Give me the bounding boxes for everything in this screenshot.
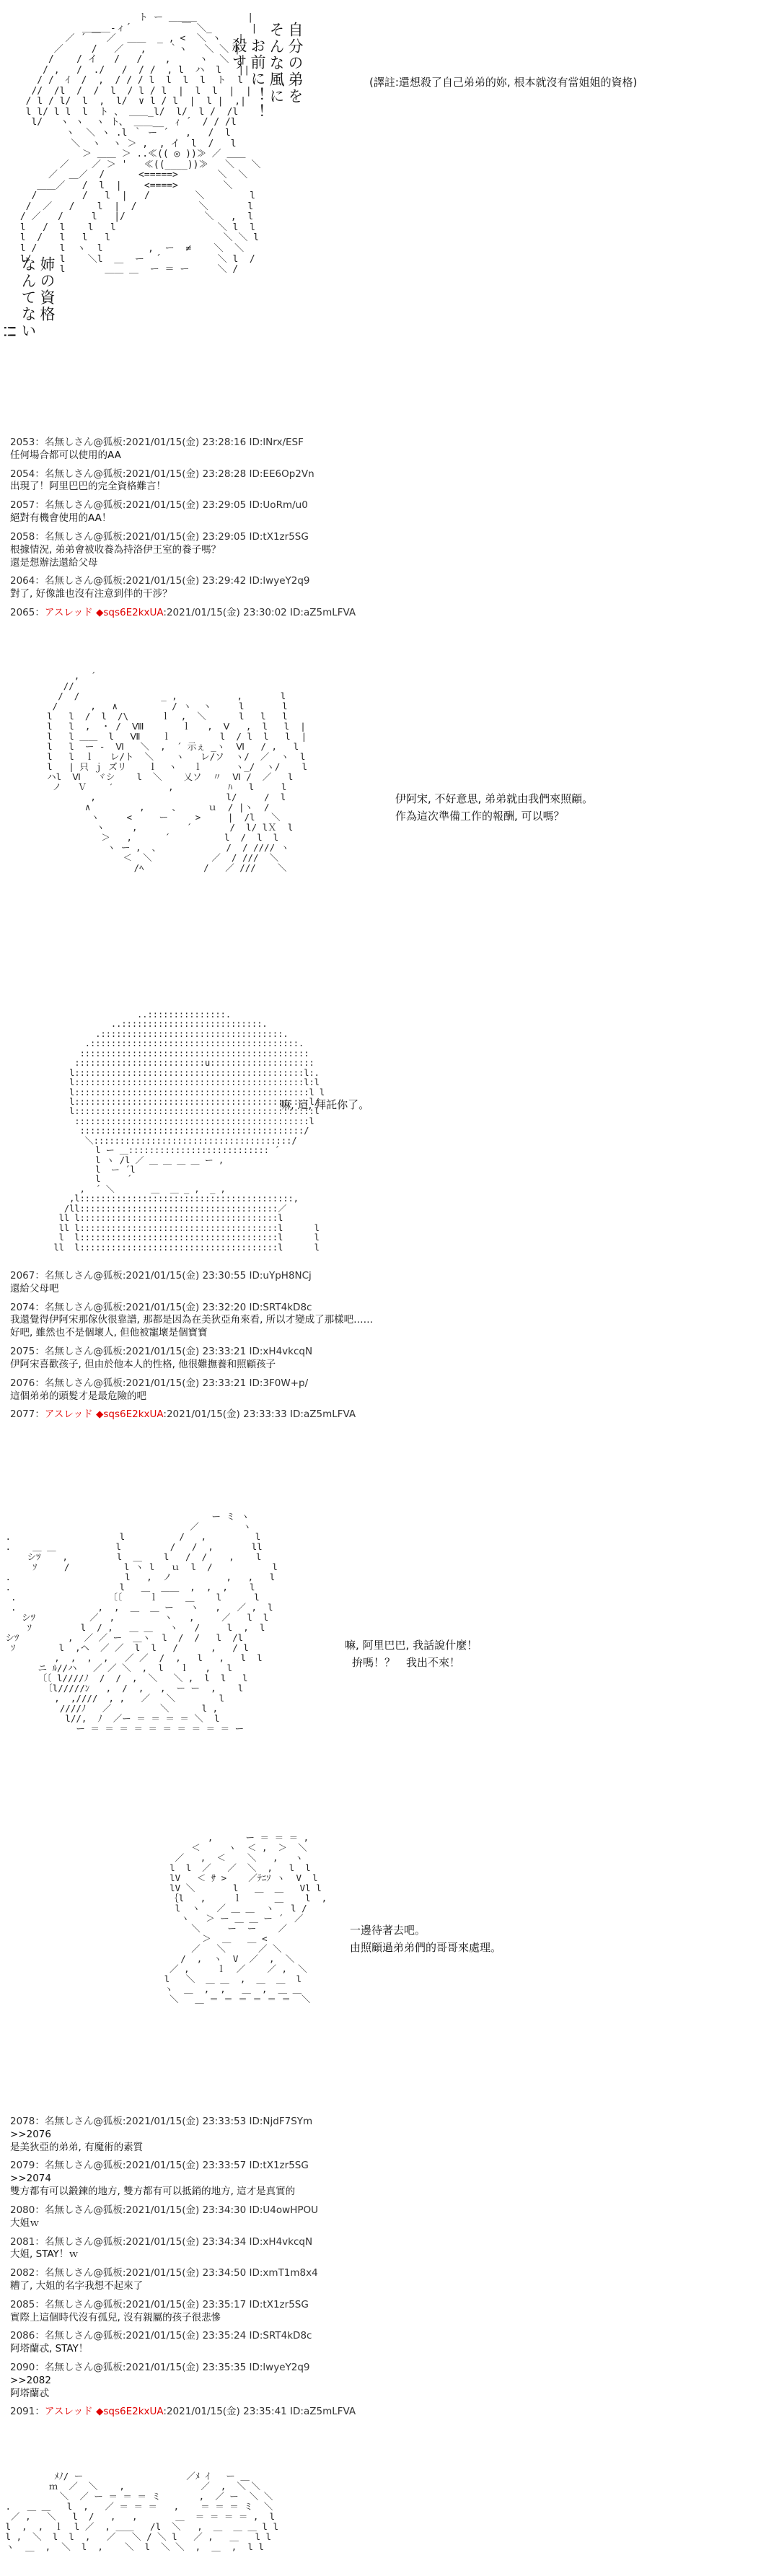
post-body: >>2074 雙方都有可以鍛鍊的地方, 雙方都有可以抵銷的地方, 這才是真實的 — [10, 2173, 296, 2198]
post-number[interactable]: 2064 — [10, 575, 35, 587]
art1-side-line-1: 姉の資格 — [38, 256, 56, 323]
post-header: 2075：名無しさん@狐板:2021/01/15(金) 23:33:21 ID:xH4vkcqN — [10, 1346, 313, 1358]
post-number[interactable]: 2090 — [10, 2362, 35, 2373]
art1-vertical-line-2: そんな風に — [268, 22, 285, 105]
post-number[interactable]: 2057 — [10, 499, 35, 512]
post-2054 — [10, 468, 760, 494]
post-time: 23:33:53 — [202, 2116, 247, 2127]
ascii-art-2065-figures: , ´ // / / _ , , l / , ∧ / ヽ ヽ l l l l / l /\ ｌ , ＼ l l l l l , ・ / Ⅷ ｌ , Ⅴ , l l | l l ＿＿ l Ⅶ ｌ l / l l l | l l ー ‐ Ⅵ ＼ , ´ 示ぇ _ヽ Ⅵ / , l l l ｌ レ/ト ＼ ヽ レ/ソ ヽ/ ／ ヽ l l | 只 ｊ ズリ ｌ ヽ ｌ ヽ_/ ヽ/ l ハl Ⅵ ヾシ l ＼ 乂ソ 〃 Ⅵ / ／ l ノ Ｖ ′ , ﾊ l l , l/ / l ∧ , 、 ｕ / |ヽ / ヽ < ー > | /l ＼ ヽ , ´ / l/ lＸ l ＞ , ´ l / l l ヽ ー , 、 / / //// ヽ ＜ ＼ ／ / /// ＼ /ﾍ / ／ /// ＼ — [47, 670, 308, 873]
poster-id: ID:lNrx/ESF — [249, 437, 304, 448]
ascii-art-top-figure: ト ー ＿＿＿ | ＿＿＿-ィ´ ￣ ＼_ | ／ ´ ￣ ／ ＿＿ _ , < ＼ ヽ | ／ / ／ , ｀ヽ ＼ ＼ | / / イ / / , ヽ ＼ | / , / ./ / / / , l ハ l || / / ｲ / , / / / l l l l ト l // /l / / l / l / l | l l | | / l / l/ l , l/ ∨ l / l | l | ,| l l/ l l l ト 、 ＿＿_l/ l/ l / /l l/ ヽ ヽ ヽ ト、 ＿＿__ ｨ ´ / / /l ヽ ＼ ヽ .l ｀ ー ´ , / l ＼ ヽ ヽ ＞ , , イ l / l ＞ ＿＿ ＞ ..≪(( ◎ ))≫ ／ ＿＿ ／ ／ ＞ ' ≪((____))≫ ＼ ＼ ／ ＿／ / <=====> ＼ ＼ ＿＿／ / l | <====> ＼ / / l | / ＼ l / ／ / l | / ＼ l / ／ / l |/ ＼ , l l / l l l ＼ l l l / l l l ＼ ＼ l l / l ヽ l , ー ≠ ＼ ＼ l/ l ＼l ＿ ー ´ ＼ l / l ＿＿ ＿ ー ＝ ー ＼ / — [19, 12, 261, 276]
poster-id: ID:3F0W+p/ — [249, 1377, 309, 1389]
post-time: 23:29:05 — [202, 530, 247, 543]
post-body: 糟了, 大姐的名字我想不起來了 — [10, 2279, 144, 2292]
post-body: >>2076 是美狄亞的弟弟, 有魔術的素質 — [10, 2128, 144, 2153]
poster-id: ID:SRT4kD8c — [249, 1301, 312, 1313]
poster-id: ID:NjdF7SYm — [249, 2116, 313, 2127]
post-date: 2021/01/15(金) — [126, 575, 200, 587]
speech-line: 由照顧過弟弟們的哥哥來處理。 — [350, 1941, 502, 1954]
post-time: 23:35:35 — [202, 2362, 247, 2373]
poster-id: ID:xmT1m8x4 — [249, 2267, 318, 2279]
ascii-art-bottom-scene: ﾒﾉ/ ー ／ﾒ ｲ ー ＿ ｍ ／ ＼ , ／ , ＼ ＼ ＼ ／ ー ＝ ＝ ＝ ミ , ／ ー ＼ ＼ . ＿ ＿ l , ／ ＝ ＝ ＝ , ＝ ＝ ＝ ミ ＼ ／ , ＼ l / , , ＿ ＝ ＝ ＝ ＝ , l l , , ｌ l ／ , ＿＿ /l ＼ , ＿ ＿ ＿ l l l , ＼ l l , ／ ＼ / ＼ l ／ , ＿ l l ヽ ＿ , ＼ l , ＼ l ＼ ＼ , ＿ , l l — [5, 2471, 278, 2552]
speech-2077-struggle — [345, 1637, 477, 1671]
speech-line: 伊阿宋, 不好意思, 弟弟就由我們來照顧。 — [395, 792, 594, 805]
post-date: 2021/01/15(金) — [126, 2204, 200, 2216]
poster-id: ID:EE6Op2Vn — [249, 468, 314, 480]
post-body: 實際上這個時代沒有孤兒, 沒有親屬的孩子很悲慘 — [10, 2311, 221, 2323]
post-number[interactable]: 2080 — [10, 2204, 35, 2216]
poster-id: ID:xH4vkcqN — [249, 1346, 313, 1358]
poster-name: 名無しさん@狐板 — [44, 1301, 123, 1313]
poster-name: 名無しさん@狐板 — [44, 468, 123, 480]
poster-id: ID:aZ5mLFVA — [290, 2406, 356, 2418]
post-2058 — [10, 531, 760, 569]
post-body: 阿塔蘭忒, STAY！ — [10, 2343, 89, 2355]
post-time: 23:35:41 — [243, 2406, 287, 2418]
post-header: 2080：名無しさん@狐板:2021/01/15(金) 23:34:30 ID:U4owHPOU — [10, 2204, 318, 2216]
translator-note: (譯註:還想殺了自己弟弟的妳, 根本就沒有當姐姐的資格) — [369, 76, 638, 89]
poster-id: ID:lwyeY2q9 — [249, 2362, 310, 2373]
poster-trip: ◆sqs6E2kxUA — [95, 606, 164, 618]
poster-id: ID:UoRm/u0 — [249, 499, 308, 512]
post-time: 23:35:24 — [202, 2330, 247, 2342]
post-number[interactable]: 2077 — [10, 1409, 35, 1421]
post-number[interactable]: 2053 — [10, 437, 35, 448]
post-time: 23:34:34 — [202, 2235, 247, 2248]
post-header: 2090：名無しさん@狐板:2021/01/15(金) 23:35:35 ID:lwyeY2q9 — [10, 2362, 310, 2373]
post-body: >>2082 阿塔蘭忒 — [10, 2374, 51, 2399]
post-2085 — [10, 2299, 760, 2325]
post-body: 我還覺得伊阿宋那傢伙很靠譜, 那都是因為在美狄亞角來看, 所以才變成了那樣吧…… 好吧, 雖然也不是個壞人, 但他被寵壞是個寶寶 — [10, 1314, 374, 1339]
post-number[interactable]: 2075 — [10, 1346, 35, 1358]
post-time: 23:34:50 — [202, 2267, 247, 2279]
poster-name: 名無しさん@狐板 — [44, 2298, 123, 2310]
post-time: 23:34:30 — [202, 2204, 247, 2216]
post-2076 — [10, 1377, 760, 1403]
post-header: 2085：名無しさん@狐板:2021/01/15(金) 23:35:17 ID:tX1zr5SG — [10, 2298, 309, 2310]
post-2067 — [10, 1270, 760, 1296]
post-date: 2021/01/15(金) — [126, 2235, 200, 2248]
art1-vertical-line-3: お前に！！ — [249, 38, 266, 121]
poster-id: ID:SRT4kD8c — [249, 2330, 312, 2342]
speech-line: 作為這次準備工作的報酬, 可以嗎？ — [395, 810, 565, 823]
post-date: 2021/01/15(金) — [126, 1346, 200, 1358]
post-2081 — [10, 2236, 760, 2262]
posts-block-b — [10, 1270, 760, 1427]
post-time: 23:32:20 — [202, 1301, 247, 1313]
post-date: 2021/01/15(金) — [166, 2406, 240, 2418]
post-2080 — [10, 2204, 760, 2230]
post-number[interactable]: 2054 — [10, 468, 35, 480]
post-2078 — [10, 2116, 760, 2154]
post-date: 2021/01/15(金) — [126, 2116, 200, 2127]
post-header: 2091：アスレッド ◆sqs6E2kxUA:2021/01/15(金) 23:35:41 ID:aZ5mLFVA — [10, 2406, 356, 2418]
art1-vertical-line-4: 殺す — [230, 38, 247, 71]
poster-name: アスレッド — [44, 1409, 93, 1421]
poster-trip: ◆sqs6E2kxUA — [95, 1409, 164, 1421]
post-2057 — [10, 499, 760, 525]
poster-name: 名無しさん@狐板 — [44, 575, 123, 587]
post-number[interactable]: 2085 — [10, 2298, 35, 2310]
post-time: 23:33:21 — [202, 1377, 247, 1389]
speech-line: 一邊待著去吧。 — [350, 1924, 426, 1937]
poster-id: ID:aZ5mLFVA — [290, 1409, 356, 1421]
post-header: 2065：アスレッド ◆sqs6E2kxUA:2021/01/15(金) 23:30:02 ID:aZ5mLFVA — [10, 606, 356, 618]
post-2064 — [10, 575, 760, 601]
post-header: 2082：名無しさん@狐板:2021/01/15(金) 23:34:50 ID:xmT1m8x4 — [10, 2267, 318, 2279]
art1-side-line-2: なんてない — [19, 256, 37, 339]
post-number[interactable]: 2079 — [10, 2160, 35, 2172]
poster-trip: ◆sqs6E2kxUA — [95, 2406, 164, 2418]
post-number[interactable]: 2067 — [10, 1270, 35, 1282]
poster-name: 名無しさん@狐板 — [44, 530, 123, 543]
post-header: 2054：名無しさん@狐板:2021/01/15(金) 23:28:28 ID:EE6Op2Vn — [10, 468, 314, 480]
poster-name: 名無しさん@狐板 — [44, 1270, 123, 1282]
poster-id: ID:aZ5mLFVA — [290, 606, 356, 618]
posts-block-c — [10, 2116, 760, 2424]
post-date: 2021/01/15(金) — [126, 1301, 200, 1313]
post-2075 — [10, 1346, 760, 1372]
post-number[interactable]: 2086 — [10, 2330, 35, 2342]
post-header: 2064：名無しさん@狐板:2021/01/15(金) 23:29:42 ID:lwyeY2q9 — [10, 575, 310, 587]
post-header: 2079：名無しさん@狐板:2021/01/15(金) 23:33:57 ID:tX1zr5SG — [10, 2160, 309, 2172]
post-date: 2021/01/15(金) — [126, 2362, 200, 2373]
post-date: 2021/01/15(金) — [126, 468, 200, 480]
post-body: 還給父母吧 — [10, 1282, 59, 1294]
poster-id: ID:tX1zr5SG — [249, 2160, 309, 2172]
poster-name: 名無しさん@狐板 — [44, 1346, 123, 1358]
post-number[interactable]: 2091 — [10, 2406, 35, 2418]
post-header: 2058：名無しさん@狐板:2021/01/15(金) 23:29:05 ID:tX1zr5SG — [10, 530, 309, 543]
post-header: 2053：名無しさん@狐板:2021/01/15(金) 23:28:16 ID:lNrx/ESF — [10, 437, 304, 448]
poster-name: 名無しさん@狐板 — [44, 1377, 123, 1389]
speech-2065-jason — [395, 790, 593, 825]
art1-vertical-line-1: 自分の弟を — [286, 22, 304, 105]
poster-name: 名無しさん@狐板 — [44, 2204, 123, 2216]
poster-name: 名無しさん@狐板 — [44, 437, 123, 448]
post-header: 2086：名無しさん@狐板:2021/01/15(金) 23:35:24 ID:SRT4kD8c — [10, 2330, 312, 2342]
poster-name: 名無しさん@狐板 — [44, 2267, 123, 2279]
post-body: 這個弟弟的頭髮才是最危險的吧 — [10, 1390, 146, 1402]
ascii-art-round-head: ..:::::::::::::::. ..:::::::::::::::::::::::::::. .:::::::::::::::::::::::::::::::::::. .::::::::::::::::::::::::::::::::::::::::. :::::::::::::::::::::::::::::::::::::::::::: :::::::::::::::::::::::::u:::::::::::::::::::: l::::::::::::::::::::::::::::::::::::::::::::l:. l::::::::::::::::::::::::::::::::::::::::::::l:l l:::::::::::::::::::::::::::::::::::::::::::::l l l:::::::::::::::::::::::::::::::::::::::::::::l/ l::::::::::::::::::::::::::::::::::::::::::::::l :::::::::::::::::::::::::::::::::::::::::::::l :::::::::::::::::::::::::::::::::::::::::::/ ＼::::::::::::::::::::::::::::::::::::::/ l ー ＿::::::::::::::::::::::::::: ´ l ヽ /l ／ ＿ ＿ ＿ ＿ ー , l ー ´l l ´ , ´ ＼ ＿ ＿ _ , _ , ,l:::::::::::::::::::::::::::::::::::::::::, /ll::::::::::::::::::::::::::::::::::::::／ ll l::::::::::::::::::::::::::::::::::::::l ll l::::::::::::::::::::::::::::::::::::::l l l l::::::::::::::::::::::::::::::::::::::l l ll l::::::::::::::::::::::::::::::::::::::l l — [53, 1009, 325, 1253]
post-2074 — [10, 1302, 760, 1340]
post-date: 2021/01/15(金) — [126, 1270, 200, 1282]
post-time: 23:35:17 — [202, 2298, 247, 2310]
post-number[interactable]: 2076 — [10, 1377, 35, 1389]
post-time: 23:33:21 — [202, 1346, 247, 1358]
speech-line: 嘛, 這, 拜託你了。 — [280, 1098, 370, 1111]
post-date: 2021/01/15(金) — [126, 2160, 200, 2172]
poster-id: ID:tX1zr5SG — [249, 530, 309, 543]
poster-id: ID:xH4vkcqN — [249, 2235, 313, 2248]
speech-line: 嘛, 阿里巴巴, 我話說什麼！ — [345, 1639, 478, 1652]
post-body: 大姐, STAY！ｗ — [10, 2248, 79, 2261]
poster-id: ID:lwyeY2q9 — [249, 575, 310, 587]
post-time: 23:30:02 — [243, 606, 287, 618]
post-2082 — [10, 2267, 760, 2293]
post-header: 2076：名無しさん@狐板:2021/01/15(金) 23:33:21 ID:3F0W+p/ — [10, 1377, 309, 1389]
post-2077 — [10, 1409, 760, 1421]
post-date: 2021/01/15(金) — [166, 606, 240, 618]
post-date: 2021/01/15(金) — [126, 2298, 200, 2310]
post-time: 23:29:05 — [202, 499, 247, 512]
poster-name: アスレッド — [44, 2406, 93, 2418]
post-date: 2021/01/15(金) — [126, 437, 200, 448]
art1-side-line-3: !! — [1, 325, 18, 340]
speech-2065-reply — [280, 1096, 369, 1113]
post-2065 — [10, 607, 760, 620]
post-number[interactable]: 2078 — [10, 2116, 35, 2127]
poster-id: ID:U4owHPOU — [249, 2204, 318, 2216]
post-header: 2081：名無しさん@狐板:2021/01/15(金) 23:34:34 ID:xH4vkcqN — [10, 2235, 313, 2248]
post-body: 根據情況, 弟弟會被收養為持洛伊王室的養子嗎？ 還是想辦法還給父母 — [10, 543, 221, 569]
poster-name: アスレッド — [44, 606, 93, 618]
post-time: 23:33:57 — [202, 2160, 247, 2172]
post-number[interactable]: 2065 — [10, 606, 35, 618]
post-body: 對了, 好像誰也沒有注意到伴的干涉？ — [10, 588, 172, 600]
post-header: 2067：名無しさん@狐板:2021/01/15(金) 23:30:55 ID:uYpH8NCj — [10, 1270, 312, 1282]
post-body: 伊阿宋喜歡孩子, 但由於他本人的性格, 他很難撫養和照顧孩子 — [10, 1358, 276, 1370]
post-date: 2021/01/15(金) — [126, 2330, 200, 2342]
poster-id: ID:uYpH8NCj — [249, 1270, 312, 1282]
poster-name: 名無しさん@狐板 — [44, 2330, 123, 2342]
post-date: 2021/01/15(金) — [126, 1377, 200, 1389]
speech-2077-brother — [350, 1922, 501, 1956]
post-2053 — [10, 437, 760, 463]
poster-name: 名無しさん@狐板 — [44, 2160, 123, 2172]
post-2086 — [10, 2330, 760, 2356]
post-time: 23:28:16 — [202, 437, 247, 448]
ascii-art-2077-brother: , ー ＝ ＝ ＝ , ＜ ヽ ＜ , ＞ ＼ ／ , ＜ ＼ , ヽ l l ／ ／ ＼ , l l lV ＜ ｻ > ／ﾃﾆｿ ヽ V l lV ＼ l ＿ ＿ Vl l ｛l , ｌ ＿ l , l ヽ ／ ＿ ＿ ヽ l / ヽ ＞ ー ＿ ＿ ー ´ ／ ＼ ー ー ／ ＞ ＿ ＿ < ／ ＼ ／ ＼ / , ヽ V ／ , ＼ ／ , ｌ ／ ／ , ＼ l ＼ ＿ ＿ , ＿ ＿ l ヽ ＿ , , ＿ , ＿ ＿ ＼ ＿ ＝ ＝ ＝ ＝ ＝ ＝ ＼ — [164, 1832, 327, 2005]
poster-name: 名無しさん@狐板 — [44, 2116, 123, 2127]
post-date: 2021/01/15(金) — [166, 1409, 240, 1421]
post-time: 23:29:42 — [202, 575, 247, 587]
post-time: 23:28:28 — [202, 468, 247, 480]
post-time: 23:30:55 — [202, 1270, 247, 1282]
post-date: 2021/01/15(金) — [126, 2267, 200, 2279]
post-number[interactable]: 2081 — [10, 2235, 35, 2248]
post-body: 大姐ｗ — [10, 2217, 40, 2229]
post-time: 23:33:33 — [243, 1409, 287, 1421]
speech-line: 拚嗎！？ 我出不來！ — [352, 1656, 461, 1669]
post-header: 2078：名無しさん@狐板:2021/01/15(金) 23:33:53 ID:NjdF7SYm — [10, 2116, 313, 2127]
poster-id: ID:tX1zr5SG — [249, 2298, 309, 2310]
post-number[interactable]: 2074 — [10, 1301, 35, 1313]
post-body: 絕對有機會使用的AA！ — [10, 512, 112, 525]
ascii-art-2077-struggle: ー ミ ヽ ／ ヽ . l / , l . ＿ ＿ l / / , ll シﾂ , l ＿ l / / , l ｿ / l ヽ l ｕ l / l . l , ノ , , l . l ＿ ＿＿ , , , l . 〔〔 ｌ ＿ l l . , , ＿ ＿ ー ヽ , ／ , l シﾂ ／ , ヽ , ／ l l ｿ l / , ＿ ＿ ヽ / l , l シﾂ , ／ ／ ー ＿ヽ l / / l /l ｿ l ,ヘ ／ ／ l l / , / l , , , , ／ ／ / , l , l l ニ ﾙ//ハ ／ ／ ＼ , l ｌ , l 〔〔 l////ﾉ / / , ＼ ＼ , l l l 〔l/////ﾝ , / , , ー ー , l , ,//// , , ／ ＼ l ////ﾉ ／ ＼ l , l//, ﾉ ／ー ＝ ＝ ＝ ＝ ＼ l ー ＝ ＝ ＝ ＝ ＝ ＝ ＝ ＝ ＝ ＝ ー — [5, 1511, 278, 1734]
posts-block-a — [10, 437, 760, 626]
post-number[interactable]: 2082 — [10, 2267, 35, 2279]
poster-name: 名無しさん@狐板 — [44, 2235, 123, 2248]
post-body: 出現了！阿里巴巴的完全資格難言！ — [10, 481, 166, 493]
post-2090 — [10, 2362, 760, 2400]
post-header: 2077：アスレッド ◆sqs6E2kxUA:2021/01/15(金) 23:33:33 ID:aZ5mLFVA — [10, 1409, 356, 1421]
post-date: 2021/01/15(金) — [126, 499, 200, 512]
post-date: 2021/01/15(金) — [126, 530, 200, 543]
post-header: 2074：名無しさん@狐板:2021/01/15(金) 23:32:20 ID:SRT4kD8c — [10, 1301, 312, 1313]
post-2079 — [10, 2160, 760, 2198]
post-number[interactable]: 2058 — [10, 530, 35, 543]
poster-name: 名無しさん@狐板 — [44, 499, 123, 512]
post-header: 2057：名無しさん@狐板:2021/01/15(金) 23:29:05 ID:UoRm/u0 — [10, 499, 308, 512]
post-body: 任何場合都可以使用的AA — [10, 449, 121, 461]
poster-name: 名無しさん@狐板 — [44, 2362, 123, 2373]
post-2091 — [10, 2406, 760, 2419]
